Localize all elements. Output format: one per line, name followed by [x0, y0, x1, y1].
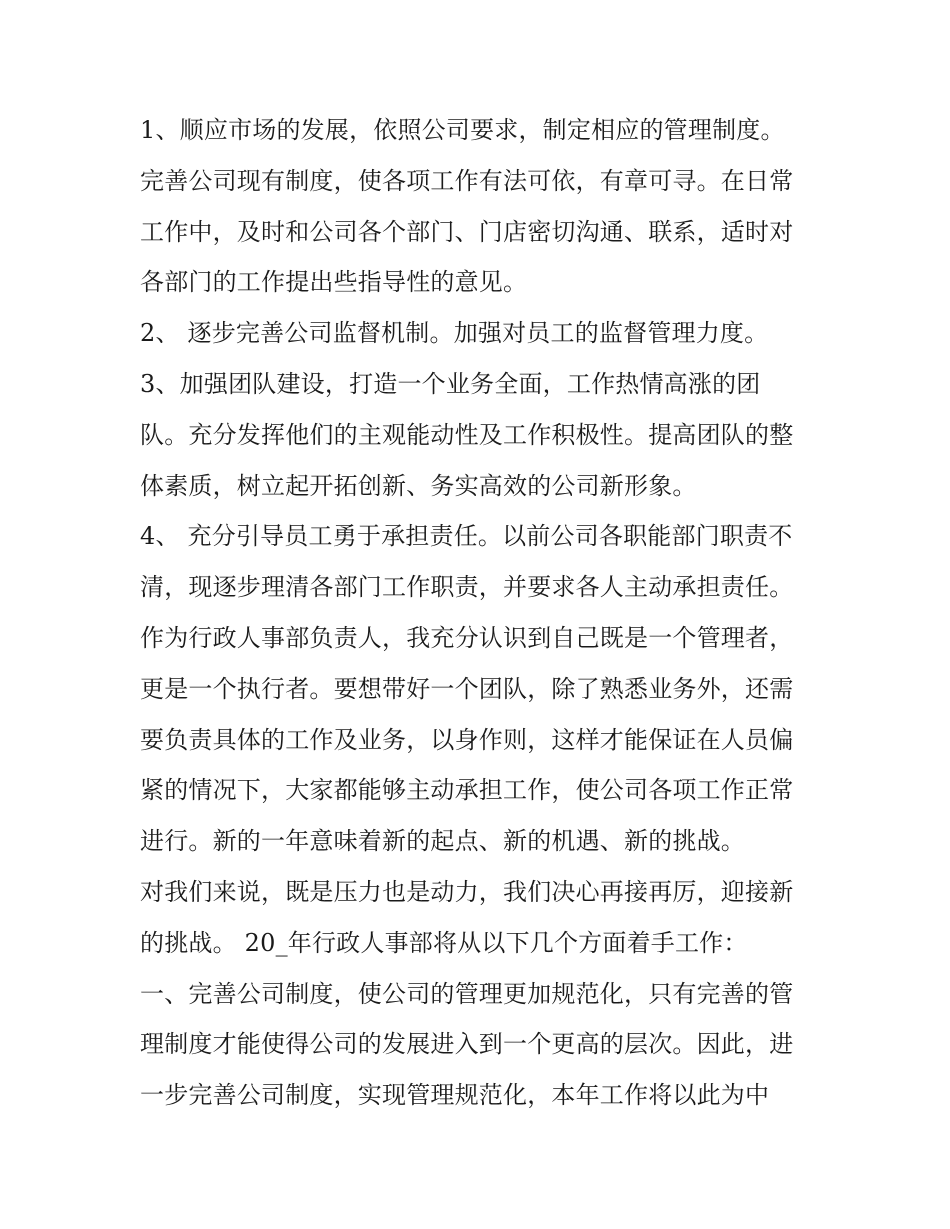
text-line: 更是一个执行者。要想带好一个团队，除了熟悉业务外，还需: [140, 674, 794, 703]
text-line: 一、完善公司制度，使公司的管理更加规范化，只有完善的管: [140, 979, 794, 1008]
text-line: 清，现逐步理清各部门工作职责，并要求各人主动承担责任。: [140, 573, 794, 602]
text-line: 一步完善公司制度，实现管理规范化，本年工作将以此为中: [140, 1081, 770, 1110]
text-line: 4、 充分引导员工勇于承担责任。以前公司各职能部门职责不: [140, 522, 793, 551]
text-line: 对我们来说，既是压力也是动力，我们决心再接再厉，迎接新: [140, 877, 794, 906]
text-line: 作为行政人事部负责人，我充分认识到自己既是一个管理者，: [140, 623, 794, 652]
text-line: 队。充分发挥他们的主观能动性及工作积极性。提高团队的整: [140, 420, 794, 449]
document-body: [140, 110, 820, 1126]
text-line: 紧的情况下，大家都能够主动承担工作，使公司各项工作正常: [140, 776, 794, 805]
text-line: 进行。新的一年意味着新的起点、新的机遇、新的挑战。: [140, 827, 745, 856]
text-line: 3、加强团队建设，打造一个业务全面，工作热情高涨的团: [140, 369, 761, 398]
text-line: 要负责具体的工作及业务，以身作则，这样才能保证在人员偏: [140, 725, 794, 754]
text-line: 工作中，及时和公司各个部门、门店密切沟通、联系，适时对: [140, 217, 794, 246]
text-line: 体素质，树立起开拓创新、务实高效的公司新形象。: [140, 471, 697, 500]
text-line: 理制度才能使得公司的发展进入到一个更高的层次。因此，进: [140, 1030, 794, 1059]
text-line: 的挑战。 20_年行政人事部将从以下几个方面着手工作：: [140, 928, 748, 957]
text-line: 1、顺应市场的发展，依照公司要求，制定相应的管理制度。: [140, 116, 785, 144]
text-line: 2、 逐步完善公司监督机制。加强对员工的监督管理力度。: [140, 319, 769, 348]
text-line: 完善公司现有制度，使各项工作有法可依，有章可寻。在日常: [140, 166, 794, 195]
text-line: 各部门的工作提出些指导性的意见。: [140, 268, 528, 297]
